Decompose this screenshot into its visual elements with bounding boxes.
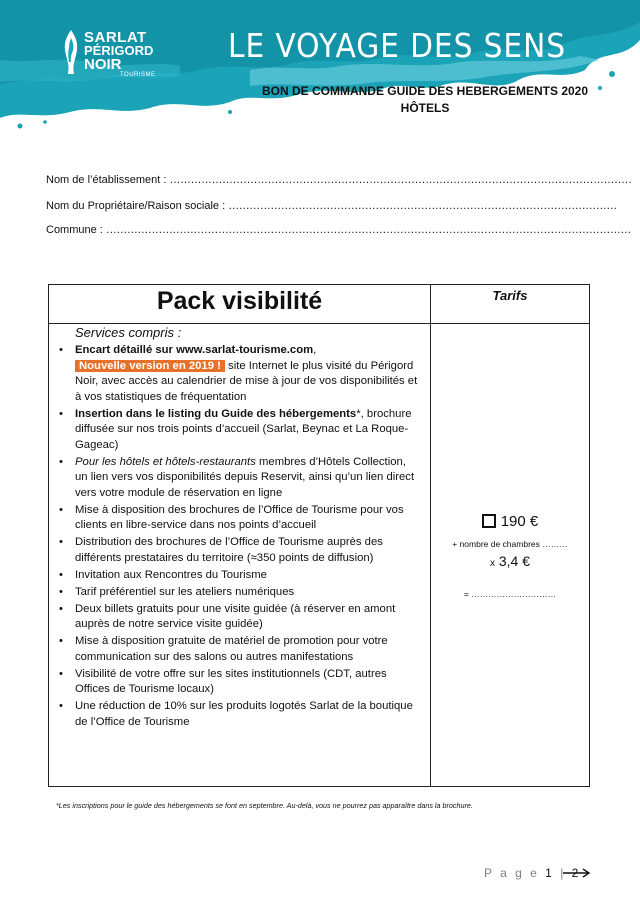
list-item: • Une réduction de 10% sur les produits logotés Sarlat de la boutique de l’Office de Tourisme	[59, 700, 413, 728]
list-item: • Pour les hôtels et hôtels-restaurants membres d’Hôtels Collection, un lien vers vos disponibilités depuis Reservit, ainsi qu’un lien direct vers votre module de réservation en ligne	[59, 455, 415, 499]
per-room-price: x 3,4 €	[489, 553, 531, 569]
logo-line-perigord: PÉRIGORD	[84, 43, 154, 58]
list-item: • Tarif préférentiel sur les ateliers numériques	[59, 585, 295, 598]
checkbox-icon[interactable]	[482, 514, 496, 528]
commune-label: Commune :	[46, 224, 103, 236]
logo-line-noir: NOIR	[84, 56, 122, 73]
footnote: *Les inscriptions pour le guide des hébergements se font en septembre. Au-delà, vous ne pourrez pas apparaître dans la brochure.	[56, 801, 473, 810]
header-divider	[49, 323, 589, 324]
logo-line-sarlat: SARLAT	[84, 29, 147, 46]
tarifs-header: Tarifs	[492, 288, 528, 303]
next-arrow-icon[interactable]	[563, 868, 591, 878]
pack-table	[48, 284, 590, 787]
list-item: • Mise à disposition gratuite de matériel de promotion pour votre communication sur des salons ou autres manifestations	[59, 635, 388, 663]
new-version-badge: Nouvelle version en 2019 !	[75, 360, 225, 372]
list-item: • Invitation aux Rencontres du Tourisme	[59, 568, 267, 581]
list-item: • Deux billets gratuits pour une visite guidée (à réserver en amont auprès de notre service visite guidée)	[59, 602, 396, 630]
list-item: • Mise à disposition des brochures de l’Office de Tourisme pour vos clients en libre-service dans nos points d’accueil	[59, 503, 404, 531]
page-total: 2	[571, 866, 581, 880]
fill-in-dots: ……………………………………………………………………………………………………………………	[169, 174, 632, 186]
base-price	[431, 513, 589, 530]
page-indicator: P a g e 1 | 2	[484, 866, 581, 880]
column-divider	[430, 285, 431, 786]
sarlat-emblem-icon	[62, 30, 80, 74]
commune-field[interactable]	[46, 224, 631, 236]
fill-in-dots: ……………………………………………………………………………………………………………………………………	[105, 224, 631, 236]
services-list	[59, 343, 421, 732]
page-current: 1	[545, 866, 555, 880]
page-title: LE VOYAGE DES SENS	[228, 26, 566, 65]
list-item: • Encart détaillé sur www.sarlat-tourisme.com, Nouvelle version en 2019 ! site Internet le plus visité du Périgord Noir, avec accès au calendrier de mise à jour de vos disponibilités et à vos statistiques de fréquentation	[59, 344, 418, 403]
fill-in-dots: …………………………………………………………………………………………………	[228, 200, 617, 212]
establishment-name-field[interactable]	[46, 174, 632, 186]
owner-name-label: Nom du Propriétaire/Raison sociale :	[46, 200, 226, 212]
establishment-name-label: Nom de l’établissement :	[46, 174, 167, 186]
list-item: • Insertion dans le listing du Guide des hébergements*, brochure diffusée sur nos trois points d’accueil (Sarlat, Beynac et La Roque-Gageac)	[59, 407, 412, 451]
document-subtitle: BON DE COMMANDE GUIDE DES HEBERGEMENTS 2020	[261, 84, 589, 98]
document-category: HÔTELS	[400, 101, 450, 115]
owner-name-field[interactable]	[46, 200, 617, 212]
sarlat-logo	[62, 30, 182, 90]
list-item: • Distribution des brochures de l’Office de Tourisme auprès des différents prestataires du territoire (≈350 points de diffusion)	[59, 536, 383, 564]
pack-title: Pack visibilité	[156, 287, 323, 315]
services-label: Services compris :	[75, 325, 182, 340]
rooms-count-label[interactable]: + nombre de chambres ………	[452, 539, 568, 549]
list-item: • Visibilité de votre offre sur les sites institutionnels (CDT, autres Offices de Tourisme locaux)	[59, 667, 387, 695]
base-price-value: 190 €	[500, 513, 539, 530]
logo-line-tourisme: TOURISME	[120, 72, 156, 78]
total-field[interactable]: = …………………………	[463, 589, 557, 599]
